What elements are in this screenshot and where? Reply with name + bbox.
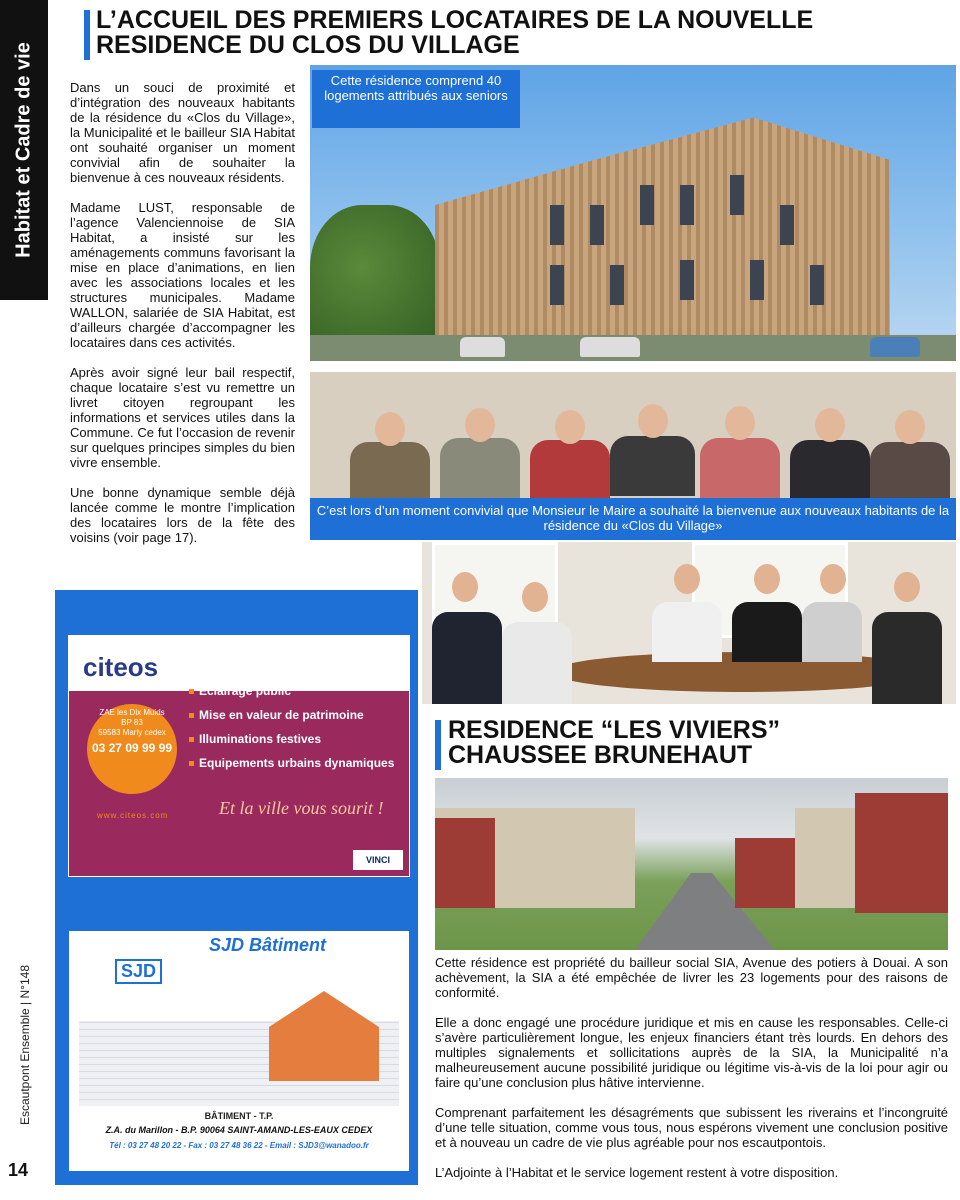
service-item: Eclairage public — [189, 684, 291, 698]
residence-photo — [435, 778, 948, 950]
audience-caption: C’est lors d’un moment convivial que Monsieur le Maire a souhaité la bienvenue aux nouveaux habitants de la résidence du «Clos du Village» — [310, 498, 956, 540]
sjd-trade: BÂTIMENT - T.P. — [204, 1111, 274, 1121]
meeting-photo — [422, 542, 956, 704]
title-accent-bar — [435, 720, 441, 770]
paragraph: Cette résidence est propriété du bailleur social SIA, Avenue des potiers à Douai. A son achèvement, la SIA a été empêchée de livrer les 23 logements pour des raisons de conformité. — [435, 955, 948, 1000]
service-item: Illuminations festives — [189, 732, 321, 746]
service-item: Equipements urbains dynamiques — [189, 756, 394, 770]
sjd-name: SJD Bâtiment — [209, 935, 327, 955]
title-accent-bar — [84, 10, 90, 60]
building-caption: Cette résidence comprend 40 logements attribués aux seniors — [312, 70, 520, 128]
citeos-ad[interactable] — [68, 635, 410, 877]
magazine-reference: Escautpont Ensemble | N°148 — [18, 964, 32, 1126]
article-title-line2: RESIDENCE DU CLOS DU VILLAGE — [96, 31, 520, 59]
paragraph: Comprenant parfaitement les désagréments que subissent les riverains et l’incongruité d’une telle situation, comme vous tous, nous espérons vivement une conclusion positive et à nouveau un cadre de vie plus agréable pour nos escautpontois. — [435, 1105, 948, 1150]
sjd-ad[interactable] — [68, 930, 410, 1172]
sjd-address: Z.A. du Marillon - B.P. 90064 SAINT-AMAND-LES-EAUX CEDEX — [105, 1125, 373, 1135]
paragraph: Dans un souci de proximité et d’intégration des nouveaux habitants de la résidence du «Clos du Village», la Municipalité et le bailleur SIA Habitat ont souhaité organiser un moment convivial afin de souhaiter la bienvenue à ces nouveaux résidents. — [70, 80, 295, 185]
paragraph: Madame LUST, responsable de l’agence Valenciennoise de SIA Habitat, a insisté sur les aménagements communs favorisant la mise en place d’animations, en lien avec les associations locales et les structures municipales. Madame WALLON, salariée de SIA Habitat, est d’ailleurs chargée d’accompagner les locataires dans ces activités. — [70, 200, 295, 350]
article-title-line1: RESIDENCE “LES VIVIERS” — [448, 716, 781, 744]
citeos-website[interactable]: www.citeos.com — [97, 811, 169, 820]
article-title — [448, 718, 948, 768]
article-title-line2: CHAUSSEE BRUNEHAUT — [448, 741, 753, 769]
article-title-line1: L’ACCUEIL DES PREMIERS LOCATAIRES DE LA NOUVELLE — [96, 6, 814, 34]
paragraph: Elle a donc engagé une procédure juridique et mis en cause les responsables. Celle-ci s’avère particulièrement longue, les enjeux financiers étant très lourds. En dehors des multiples signalements et sollicitations auprès de la SIA, la Municipalité n’a malheureusement aucune possibilité juridique ou légitime vis-à-vis de la loi pour agir ou faire qu’une conclusion plus hâtive intervienne. — [435, 1015, 948, 1090]
vinci-logo: VINCI — [353, 850, 403, 870]
page-number: 14 — [8, 1160, 29, 1180]
sjd-logo: SJD — [115, 959, 162, 984]
audience-photo — [310, 372, 956, 498]
citeos-logo: citeos — [83, 652, 159, 682]
paragraph: L’Adjointe à l’Habitat et le service logement restent à votre disposition. — [435, 1165, 839, 1180]
citeos-address: ZAE les Dix Muids BP 83 59583 Marly cedex — [98, 708, 166, 737]
paragraph: Après avoir signé leur bail respectif, chaque locataire s’est vu remettre un livret citoyen regroupant les informations et services utiles dans la Commune. Ce fut l’occasion de revenir sur quelques principes simples du bien vivre ensemble. — [70, 365, 295, 470]
citeos-phone: 03 27 09 99 99 — [91, 741, 173, 755]
section-label: Habitat et Cadre de vie — [0, 0, 48, 300]
house-icon — [269, 991, 379, 1081]
article-body — [435, 955, 948, 1195]
paragraph: Une bonne dynamique semble déjà lancée comme le montre l’implication des locataires lors de la fête des voisins (voir page 17). — [70, 485, 295, 545]
citeos-slogan: Et la ville vous sourit ! — [219, 798, 384, 818]
sjd-contact: Tél : 03 27 48 20 22 - Fax : 03 27 48 36 22 - Email : SJD3@wanadoo.fr — [109, 1141, 369, 1150]
article-title — [96, 8, 946, 58]
service-item: Mise en valeur de patrimoine — [189, 708, 364, 722]
article-body — [70, 80, 295, 560]
